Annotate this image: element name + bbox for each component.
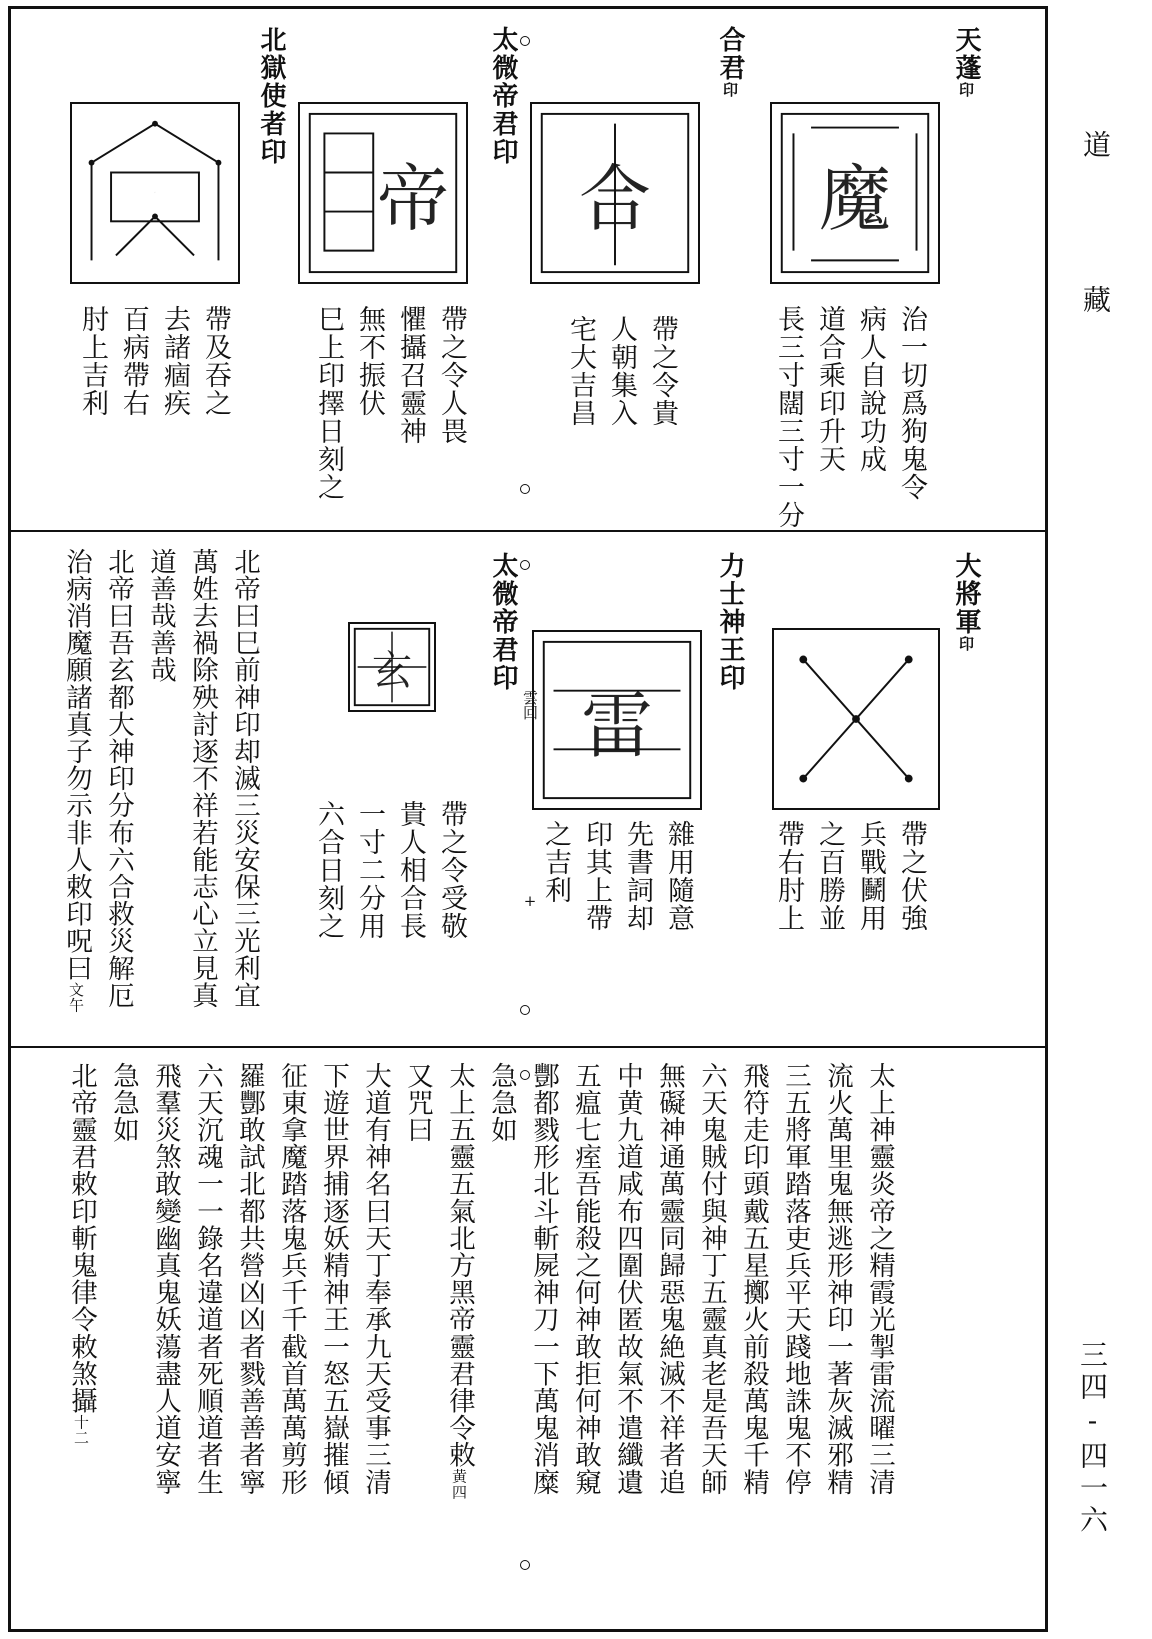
seal-description-hejun: 帶之令貴 人朝集入 宅大吉昌 xyxy=(565,315,678,427)
seal-glyph: 合 xyxy=(578,157,651,241)
seal-hejun xyxy=(530,102,700,284)
folio-number: 三四-四一六 xyxy=(1076,1340,1109,1537)
seal-glyph: 雷 xyxy=(580,684,653,768)
incantation-text: 太上神靈炎帝之精霞光掣雷流曜三清 流火萬里鬼無逃形神印一著灰滅邪精 三五將軍踏落吏兵平天踐地誅鬼不停 飛符走印頭戴五星擲火前殺萬鬼千精 六天鬼賊付與神丁五靈真老是吾天師 無礙神通萬靈同歸惡鬼絶滅不祥者追 中黄九道咸布四圍伏匿故氣不遣纖遺 五瘟七痓吾能殺之何神敢拒何神敢窺 酆都戮形北斗斬屍神刀一下萬鬼消糜 急急如 太上五靈五氣北方黑帝靈君律令敕黄四 又咒曰 大道有神名曰天丁奉承九天受事三清 下遊世界捕逐妖精神王一怒五嶽摧傾 征東拿魔踏落鬼兵千千截首萬萬剪形 羅酆敢試北都共營凶凶者戮善善者寧 六天沉魂一一錄名違道者死順道者生 飛羣災煞敢變幽真鬼妖蕩盡人道安寧 急急如 北帝靈君敕印斬鬼律令敕煞攝十二 xyxy=(66,1062,895,1500)
seal-glyph: 尸 xyxy=(154,192,156,194)
panel-divider-1 xyxy=(8,530,1048,532)
circle-mark xyxy=(520,484,530,494)
seal-caption-tianpeng: 天蓬印 xyxy=(951,26,981,99)
collection-title-bottom: 藏 xyxy=(1079,285,1112,313)
seal-glyph: 帝 xyxy=(376,157,449,241)
seal-caption-hejun: 合君印 xyxy=(715,26,745,99)
seal-glyph: 玄 xyxy=(372,647,412,694)
seal-caption-taiwei: 太微帝君印 xyxy=(488,26,518,166)
plus-mark: + xyxy=(521,892,539,910)
circle-mark xyxy=(520,1005,530,1015)
seal-glyph: 魔 xyxy=(818,157,891,241)
seal-taiwei xyxy=(298,102,468,284)
seal-description-taiwei-2: 帶之令受敬 貴人相合長 一寸二分用 六合日刻之 xyxy=(313,800,467,940)
collection-title-top: 道 xyxy=(1079,130,1112,158)
seal-caption-dajiangjun: 大將軍印 xyxy=(951,552,981,653)
seal-tianpeng xyxy=(770,102,940,284)
panel-divider-2 xyxy=(8,1046,1048,1048)
circle-mark xyxy=(520,1560,530,1570)
seal-description-beiyu: 帶及吞之 去諸痼疾 百病帶右 肘上吉利 xyxy=(77,305,231,417)
seal-side-note: 雲回 xyxy=(521,690,539,720)
seal-taiwei-small xyxy=(348,622,436,712)
seal-caption-taiwei-2: 太微帝君印 xyxy=(488,552,518,692)
seal-caption-beiyu: 北獄使者印 xyxy=(256,26,286,166)
seal-description-dajiangjun: 帶之伏強 兵戰鬭用 之百勝並 帶右肘上 xyxy=(773,820,927,932)
seal-description-taiwei: 帶之令人畏 懼攝召靈神 無不振伏 巳上印擇日刻之 xyxy=(313,305,467,501)
beidi-text-block: 北帝曰巳前神印却滅三災安保三光利宜 萬姓去禍除殃討逐不祥若能志心立見真 道善哉善哉 北帝曰吾玄都大神印分布六合救災解厄 治病消魔願諸真子勿示非人敕印呪曰文午 xyxy=(61,548,260,1013)
seal-description-lishi: 雜用隨意 先書詞却 印其上帶 之吉利 xyxy=(540,820,694,932)
seal-caption-lishi: 力士神王印 xyxy=(715,552,745,692)
seal-beiyu xyxy=(70,102,240,284)
seal-dajiangjun xyxy=(772,628,940,810)
seal-lishi xyxy=(532,630,702,810)
seal-description-tianpeng: 治一切爲狗鬼令 病人自說功成 道合乘印升天 長三寸闊三寸一分 xyxy=(773,305,927,529)
